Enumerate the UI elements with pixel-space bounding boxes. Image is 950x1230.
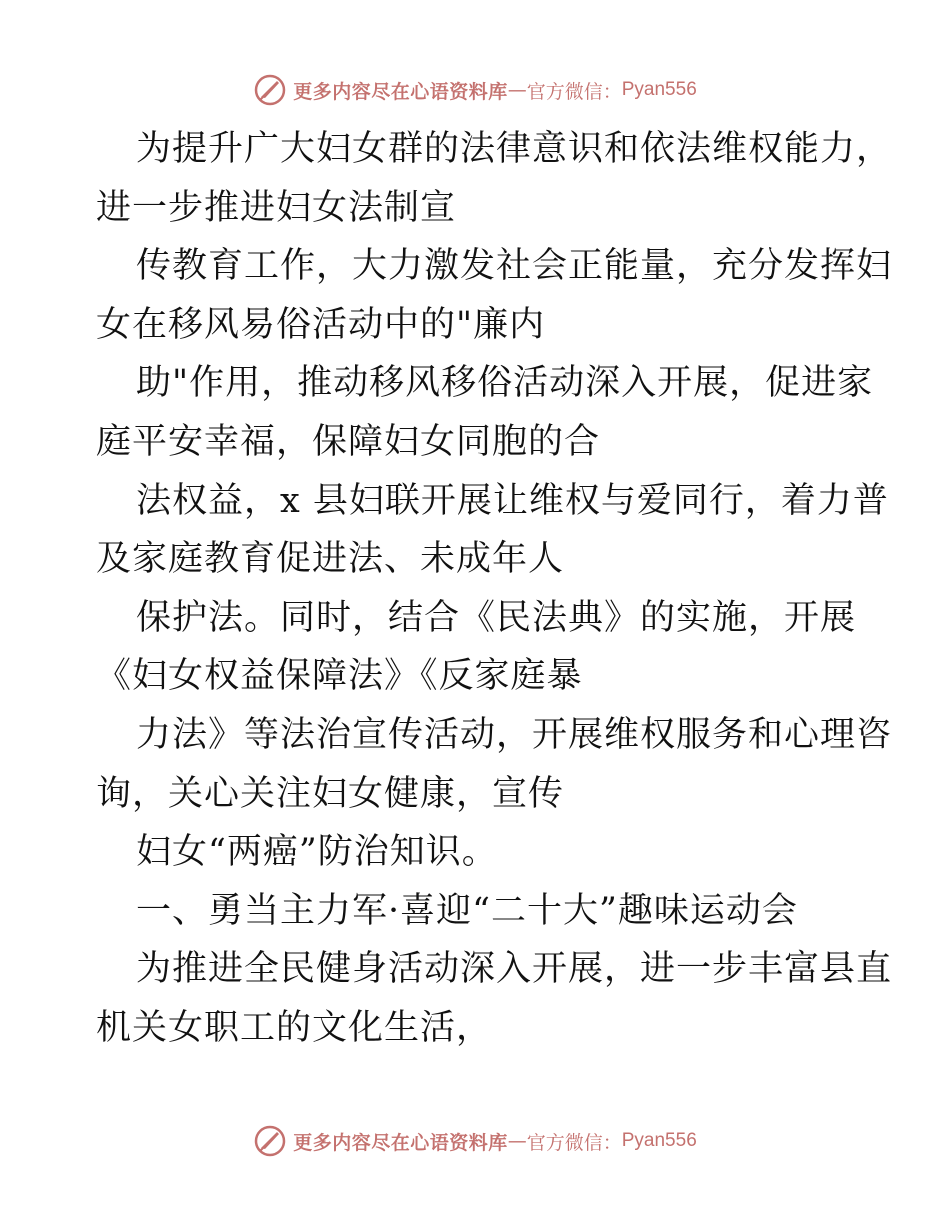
- quill-logo-icon: [253, 1124, 287, 1158]
- header-watermark: [0, 70, 950, 110]
- paragraph-line: 女在移风易俗活动中的"廉内: [96, 304, 546, 345]
- paragraph-line: 传教育工作，大力激发社会正能量，充分发挥妇: [136, 246, 893, 287]
- paragraph-line: 《妇女权益保障法》《反家庭暴: [96, 656, 583, 697]
- watermark-label: 官方微信：: [526, 80, 622, 103]
- document-body: [96, 120, 893, 1058]
- watermark-main-text: 更多内容尽在心语资料库: [293, 80, 508, 103]
- watermark-separator: —: [507, 79, 527, 101]
- watermark-main-text: 更多内容尽在心语资料库: [293, 1131, 508, 1154]
- watermark-id: Pyan556: [621, 1130, 697, 1151]
- paragraph-line: 为提升广大妇女群的法律意识和依法维权能力，: [136, 129, 893, 169]
- paragraph-line: 妇女“两癌”防治知识。: [136, 832, 498, 873]
- paragraph-line: 庭平安幸福，保障妇女同胞的合: [96, 421, 601, 462]
- paragraph-line: 保护法。同时，结合《民法典》的实施，开展: [136, 597, 857, 638]
- paragraph-line: 法权益，x 县妇联开展让维权与爱同行，着力普: [136, 480, 889, 521]
- paragraph-line: 助"作用，推动移风移俗活动深入开展，促进家: [136, 363, 874, 404]
- quill-logo-icon: [253, 73, 287, 107]
- footer-watermark: [0, 1121, 950, 1161]
- paragraph-line: 询，关心关注妇女健康，宣传: [96, 773, 565, 814]
- watermark-separator: —: [507, 1130, 527, 1152]
- paragraph-line: 进一步推进妇女法制宣: [96, 187, 457, 228]
- watermark-id: Pyan556: [621, 79, 697, 100]
- paragraph-line: 及家庭教育促进法、未成年人: [96, 539, 565, 580]
- section-heading: 一、勇当主力军·喜迎“二十大”趣味运动会: [136, 890, 798, 931]
- watermark-label: 官方微信：: [526, 1131, 622, 1154]
- paragraph-line: 力法》等法治宣传活动，开展维权服务和心理咨: [136, 714, 893, 755]
- paragraph-line: 为推进全民健身活动深入开展，进一步丰富县直: [136, 949, 893, 990]
- paragraph-line: 机关女职工的文化生活，: [96, 1007, 493, 1048]
